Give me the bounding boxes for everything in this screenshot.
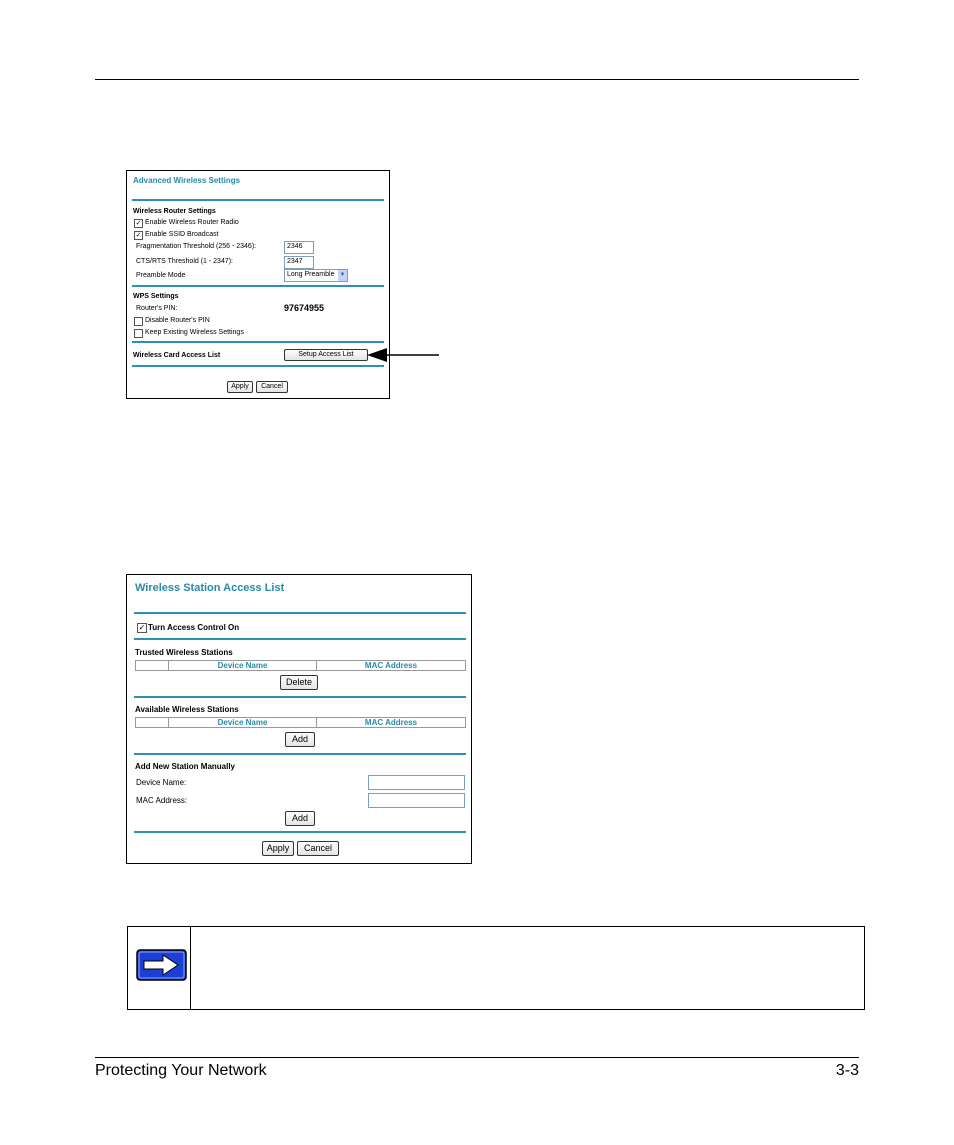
advanced-wireless-settings-panel xyxy=(126,170,390,399)
fragmentation-input[interactable]: 2346 xyxy=(284,241,314,254)
section-heading-manual: Add New Station Manually xyxy=(135,762,236,771)
divider xyxy=(134,753,466,755)
arrow-right-icon xyxy=(136,949,187,981)
cancel-button[interactable]: Cancel xyxy=(297,841,339,856)
divider xyxy=(134,831,466,833)
mac-address-label: MAC Address: xyxy=(136,796,188,805)
enable-radio-label: Enable Wireless Router Radio xyxy=(145,219,239,226)
available-stations-table xyxy=(135,717,466,728)
apply-button[interactable]: Apply xyxy=(227,381,253,393)
enable-ssid-checkbox[interactable]: ✓ xyxy=(135,232,142,239)
turn-access-control-label: Turn Access Control On xyxy=(148,623,240,632)
divider xyxy=(134,696,466,698)
table-header-row xyxy=(136,661,466,671)
rts-label: CTS/RTS Threshold (1 - 2347): xyxy=(136,258,234,265)
divider xyxy=(132,285,384,287)
apply-button[interactable]: Apply xyxy=(262,841,294,856)
preamble-select[interactable] xyxy=(284,269,348,282)
router-pin-label: Router's PIN: xyxy=(136,305,178,312)
table-header-mac: MAC Address xyxy=(317,661,466,671)
rts-input[interactable]: 2347 xyxy=(284,256,314,269)
divider xyxy=(134,612,466,614)
callout-arrow xyxy=(365,345,445,365)
wireless-station-access-list-panel xyxy=(126,574,472,864)
divider xyxy=(132,365,384,367)
router-pin-value: 97674955 xyxy=(284,303,325,313)
table-header-row xyxy=(136,718,466,728)
device-name-label: Device Name: xyxy=(136,778,187,787)
footer-rule xyxy=(95,1057,859,1058)
keep-existing-label: Keep Existing Wireless Settings xyxy=(145,329,244,336)
note-box xyxy=(127,926,865,1010)
fragmentation-label: Fragmentation Threshold (256 - 2346): xyxy=(136,243,257,250)
divider xyxy=(132,341,384,343)
add-manual-button[interactable]: Add xyxy=(285,811,315,826)
turn-access-control-checkbox[interactable]: ✓ xyxy=(138,623,146,632)
chevron-down-icon: ▼ xyxy=(338,270,347,281)
table-header-select xyxy=(136,718,169,728)
divider xyxy=(134,638,466,640)
panel-title: Advanced Wireless Settings xyxy=(133,176,241,185)
section-heading-wps: WPS Settings xyxy=(133,293,179,300)
preamble-label: Preamble Mode xyxy=(136,272,186,279)
disable-pin-label: Disable Router's PIN xyxy=(145,317,210,324)
table-header-device: Device Name xyxy=(169,718,317,728)
keep-existing-checkbox[interactable] xyxy=(134,329,143,338)
section-heading-available: Available Wireless Stations xyxy=(135,705,239,714)
section-heading-router: Wireless Router Settings xyxy=(133,208,216,215)
footer-page-number: 3-3 xyxy=(835,1062,859,1079)
cancel-button[interactable]: Cancel xyxy=(256,381,288,393)
add-available-button[interactable]: Add xyxy=(285,732,315,747)
footer-chapter-title: Protecting Your Network xyxy=(95,1062,267,1079)
table-header-device: Device Name xyxy=(169,661,317,671)
enable-ssid-label: Enable SSID Broadcast xyxy=(145,231,219,238)
trusted-stations-table xyxy=(135,660,466,671)
panel-title: Wireless Station Access List xyxy=(135,582,285,594)
divider xyxy=(132,199,384,201)
delete-button[interactable]: Delete xyxy=(280,675,318,690)
enable-radio-checkbox[interactable]: ✓ xyxy=(135,220,142,227)
table-header-mac: MAC Address xyxy=(317,718,466,728)
disable-pin-checkbox[interactable] xyxy=(134,317,143,326)
header-rule xyxy=(95,79,859,80)
preamble-selected: Long Preamble xyxy=(287,271,335,278)
device-name-input[interactable] xyxy=(368,775,465,790)
setup-access-list-button[interactable]: Setup Access List xyxy=(284,349,368,361)
access-list-label: Wireless Card Access List xyxy=(133,352,221,359)
section-heading-trusted: Trusted Wireless Stations xyxy=(135,648,233,657)
note-box-divider xyxy=(190,927,191,1009)
mac-address-input[interactable] xyxy=(368,793,465,808)
table-header-select xyxy=(136,661,169,671)
